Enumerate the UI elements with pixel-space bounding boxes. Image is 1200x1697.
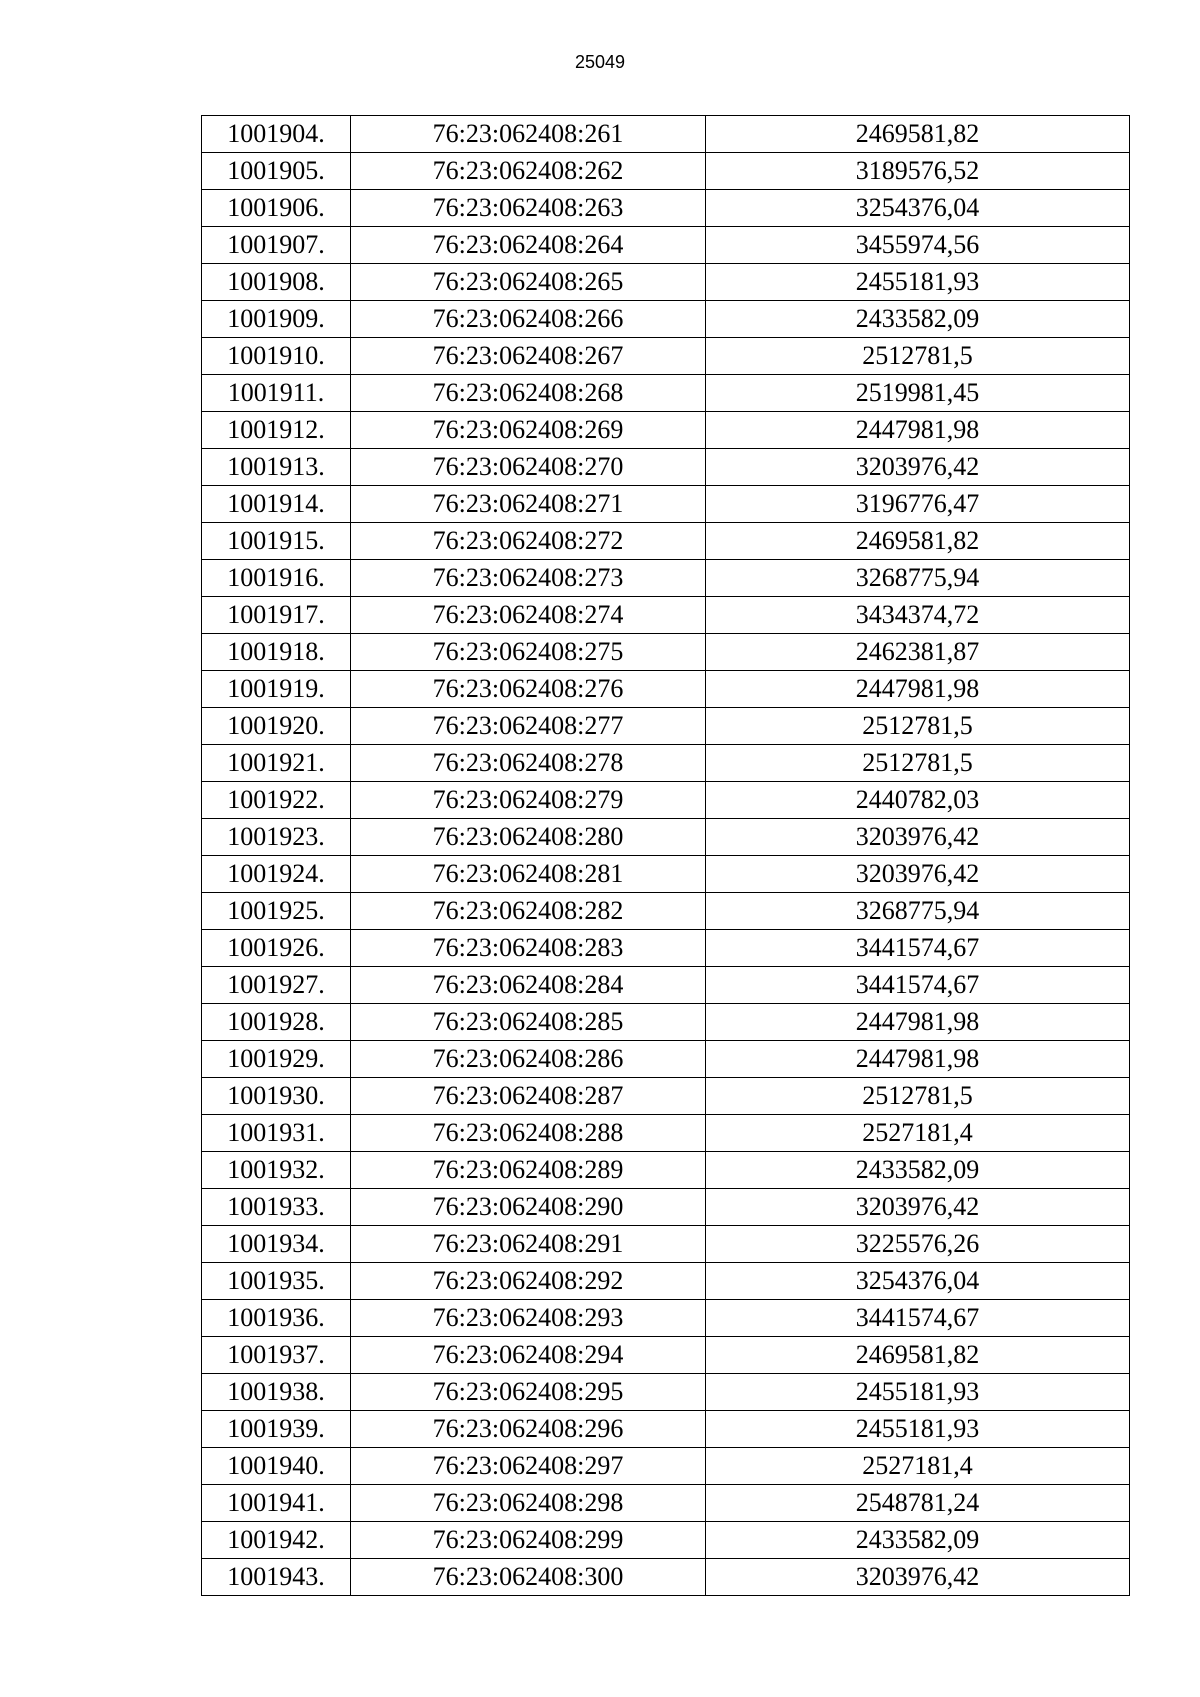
cadastral-number-cell: 76:23:062408:262 <box>351 153 706 190</box>
table-row <box>202 1448 1130 1485</box>
cadastral-number-cell: 76:23:062408:281 <box>351 856 706 893</box>
row-number-cell: 1001937. <box>202 1337 351 1374</box>
row-number-cell: 1001904. <box>202 116 351 153</box>
row-number-cell: 1001934. <box>202 1226 351 1263</box>
cadastral-number-cell: 76:23:062408:300 <box>351 1559 706 1596</box>
row-number-cell: 1001912. <box>202 412 351 449</box>
cadastral-number-cell: 76:23:062408:274 <box>351 597 706 634</box>
table-body <box>202 116 1130 1596</box>
cadastral-value-cell: 2433582,09 <box>706 1522 1130 1559</box>
table-row <box>202 338 1130 375</box>
cadastral-value-cell: 2447981,98 <box>706 671 1130 708</box>
cadastral-value-cell: 3225576,26 <box>706 1226 1130 1263</box>
row-number-cell: 1001929. <box>202 1041 351 1078</box>
cadastral-number-cell: 76:23:062408:269 <box>351 412 706 449</box>
table-row <box>202 634 1130 671</box>
row-number-cell: 1001916. <box>202 560 351 597</box>
cadastral-number-cell: 76:23:062408:285 <box>351 1004 706 1041</box>
table-row <box>202 671 1130 708</box>
cadastral-number-cell: 76:23:062408:272 <box>351 523 706 560</box>
cadastral-value-cell: 3203976,42 <box>706 819 1130 856</box>
table-row <box>202 967 1130 1004</box>
cadastral-value-cell: 3203976,42 <box>706 856 1130 893</box>
table-row <box>202 1004 1130 1041</box>
cadastral-number-cell: 76:23:062408:287 <box>351 1078 706 1115</box>
table-row <box>202 1226 1130 1263</box>
cadastral-value-cell: 2440782,03 <box>706 782 1130 819</box>
row-number-cell: 1001940. <box>202 1448 351 1485</box>
cadastral-value-cell: 3455974,56 <box>706 227 1130 264</box>
cadastral-value-cell: 2455181,93 <box>706 1374 1130 1411</box>
cadastral-value-cell: 2462381,87 <box>706 634 1130 671</box>
row-number-cell: 1001933. <box>202 1189 351 1226</box>
row-number-cell: 1001911. <box>202 375 351 412</box>
row-number-cell: 1001921. <box>202 745 351 782</box>
table-row <box>202 1485 1130 1522</box>
cadastral-value-cell: 3254376,04 <box>706 190 1130 227</box>
cadastral-value-cell: 2447981,98 <box>706 1041 1130 1078</box>
table-row <box>202 1559 1130 1596</box>
cadastral-value-cell: 2447981,98 <box>706 412 1130 449</box>
page-number: 25049 <box>574 52 626 72</box>
cadastral-value-cell: 2455181,93 <box>706 1411 1130 1448</box>
cadastral-value-cell: 3203976,42 <box>706 449 1130 486</box>
table-row <box>202 1263 1130 1300</box>
cadastral-number-cell: 76:23:062408:299 <box>351 1522 706 1559</box>
cadastral-number-cell: 76:23:062408:280 <box>351 819 706 856</box>
cadastral-value-cell: 3441574,67 <box>706 967 1130 1004</box>
row-number-cell: 1001909. <box>202 301 351 338</box>
row-number-cell: 1001924. <box>202 856 351 893</box>
row-number-cell: 1001925. <box>202 893 351 930</box>
cadastral-value-cell: 2447981,98 <box>706 1004 1130 1041</box>
row-number-cell: 1001926. <box>202 930 351 967</box>
cadastral-value-cell: 3441574,67 <box>706 930 1130 967</box>
row-number-cell: 1001907. <box>202 227 351 264</box>
cadastral-value-cell: 2512781,5 <box>706 1078 1130 1115</box>
table-row <box>202 153 1130 190</box>
cadastral-number-cell: 76:23:062408:282 <box>351 893 706 930</box>
row-number-cell: 1001938. <box>202 1374 351 1411</box>
cadastral-value-cell: 2512781,5 <box>706 745 1130 782</box>
table-row <box>202 1115 1130 1152</box>
row-number-cell: 1001923. <box>202 819 351 856</box>
cadastral-number-cell: 76:23:062408:284 <box>351 967 706 1004</box>
cadastral-number-cell: 76:23:062408:268 <box>351 375 706 412</box>
cadastral-value-table <box>201 115 1130 1596</box>
cadastral-number-cell: 76:23:062408:298 <box>351 1485 706 1522</box>
table-row <box>202 116 1130 153</box>
row-number-cell: 1001918. <box>202 634 351 671</box>
row-number-cell: 1001920. <box>202 708 351 745</box>
cadastral-number-cell: 76:23:062408:275 <box>351 634 706 671</box>
cadastral-number-cell: 76:23:062408:270 <box>351 449 706 486</box>
cadastral-value-cell: 2527181,4 <box>706 1115 1130 1152</box>
row-number-cell: 1001917. <box>202 597 351 634</box>
cadastral-number-cell: 76:23:062408:277 <box>351 708 706 745</box>
table-row <box>202 819 1130 856</box>
cadastral-value-cell: 3203976,42 <box>706 1189 1130 1226</box>
cadastral-number-cell: 76:23:062408:290 <box>351 1189 706 1226</box>
cadastral-value-cell: 2512781,5 <box>706 708 1130 745</box>
row-number-cell: 1001941. <box>202 1485 351 1522</box>
row-number-cell: 1001942. <box>202 1522 351 1559</box>
table-row <box>202 1300 1130 1337</box>
cadastral-value-cell: 3434374,72 <box>706 597 1130 634</box>
table-row <box>202 1189 1130 1226</box>
row-number-cell: 1001910. <box>202 338 351 375</box>
row-number-cell: 1001905. <box>202 153 351 190</box>
cadastral-number-cell: 76:23:062408:267 <box>351 338 706 375</box>
table-row <box>202 264 1130 301</box>
cadastral-value-cell: 3268775,94 <box>706 560 1130 597</box>
cadastral-value-cell: 3196776,47 <box>706 486 1130 523</box>
table-row <box>202 412 1130 449</box>
row-number-cell: 1001919. <box>202 671 351 708</box>
cadastral-number-cell: 76:23:062408:291 <box>351 1226 706 1263</box>
table-row <box>202 449 1130 486</box>
row-number-cell: 1001922. <box>202 782 351 819</box>
cadastral-value-cell: 2469581,82 <box>706 523 1130 560</box>
cadastral-number-cell: 76:23:062408:279 <box>351 782 706 819</box>
row-number-cell: 1001906. <box>202 190 351 227</box>
table-row <box>202 1041 1130 1078</box>
cadastral-number-cell: 76:23:062408:273 <box>351 560 706 597</box>
table-row <box>202 930 1130 967</box>
cadastral-value-cell: 3254376,04 <box>706 1263 1130 1300</box>
table-row <box>202 597 1130 634</box>
cadastral-number-cell: 76:23:062408:263 <box>351 190 706 227</box>
cadastral-number-cell: 76:23:062408:266 <box>351 301 706 338</box>
cadastral-number-cell: 76:23:062408:294 <box>351 1337 706 1374</box>
cadastral-value-cell: 2433582,09 <box>706 1152 1130 1189</box>
cadastral-value-cell: 2512781,5 <box>706 338 1130 375</box>
row-number-cell: 1001931. <box>202 1115 351 1152</box>
table-row <box>202 560 1130 597</box>
cadastral-number-cell: 76:23:062408:271 <box>351 486 706 523</box>
cadastral-value-cell: 2469581,82 <box>706 116 1130 153</box>
cadastral-value-cell: 2548781,24 <box>706 1485 1130 1522</box>
cadastral-number-cell: 76:23:062408:278 <box>351 745 706 782</box>
cadastral-value-cell: 3189576,52 <box>706 153 1130 190</box>
cadastral-number-cell: 76:23:062408:261 <box>351 116 706 153</box>
table-row <box>202 708 1130 745</box>
cadastral-number-cell: 76:23:062408:283 <box>351 930 706 967</box>
table-row <box>202 190 1130 227</box>
table-row <box>202 1337 1130 1374</box>
row-number-cell: 1001939. <box>202 1411 351 1448</box>
cadastral-number-cell: 76:23:062408:292 <box>351 1263 706 1300</box>
cadastral-number-cell: 76:23:062408:286 <box>351 1041 706 1078</box>
row-number-cell: 1001908. <box>202 264 351 301</box>
table-row <box>202 375 1130 412</box>
row-number-cell: 1001935. <box>202 1263 351 1300</box>
table-row <box>202 1522 1130 1559</box>
cadastral-value-cell: 3268775,94 <box>706 893 1130 930</box>
row-number-cell: 1001915. <box>202 523 351 560</box>
cadastral-value-cell: 2469581,82 <box>706 1337 1130 1374</box>
cadastral-number-cell: 76:23:062408:297 <box>351 1448 706 1485</box>
table-row <box>202 1374 1130 1411</box>
row-number-cell: 1001927. <box>202 967 351 1004</box>
table-row <box>202 893 1130 930</box>
cadastral-value-cell: 3441574,67 <box>706 1300 1130 1337</box>
table-row <box>202 745 1130 782</box>
table-row <box>202 1152 1130 1189</box>
row-number-cell: 1001914. <box>202 486 351 523</box>
table-row <box>202 227 1130 264</box>
row-number-cell: 1001913. <box>202 449 351 486</box>
cadastral-value-cell: 2519981,45 <box>706 375 1130 412</box>
cadastral-number-cell: 76:23:062408:289 <box>351 1152 706 1189</box>
row-number-cell: 1001930. <box>202 1078 351 1115</box>
cadastral-number-cell: 76:23:062408:296 <box>351 1411 706 1448</box>
table-row <box>202 782 1130 819</box>
table-row <box>202 1078 1130 1115</box>
cadastral-number-cell: 76:23:062408:264 <box>351 227 706 264</box>
cadastral-value-cell: 2433582,09 <box>706 301 1130 338</box>
table-row <box>202 523 1130 560</box>
row-number-cell: 1001943. <box>202 1559 351 1596</box>
table-row <box>202 486 1130 523</box>
row-number-cell: 1001936. <box>202 1300 351 1337</box>
table-row <box>202 301 1130 338</box>
table-row <box>202 856 1130 893</box>
cadastral-number-cell: 76:23:062408:276 <box>351 671 706 708</box>
cadastral-value-cell: 3203976,42 <box>706 1559 1130 1596</box>
row-number-cell: 1001928. <box>202 1004 351 1041</box>
cadastral-value-cell: 2455181,93 <box>706 264 1130 301</box>
cadastral-number-cell: 76:23:062408:293 <box>351 1300 706 1337</box>
cadastral-number-cell: 76:23:062408:265 <box>351 264 706 301</box>
cadastral-number-cell: 76:23:062408:295 <box>351 1374 706 1411</box>
row-number-cell: 1001932. <box>202 1152 351 1189</box>
table-row <box>202 1411 1130 1448</box>
cadastral-value-cell: 2527181,4 <box>706 1448 1130 1485</box>
cadastral-number-cell: 76:23:062408:288 <box>351 1115 706 1152</box>
